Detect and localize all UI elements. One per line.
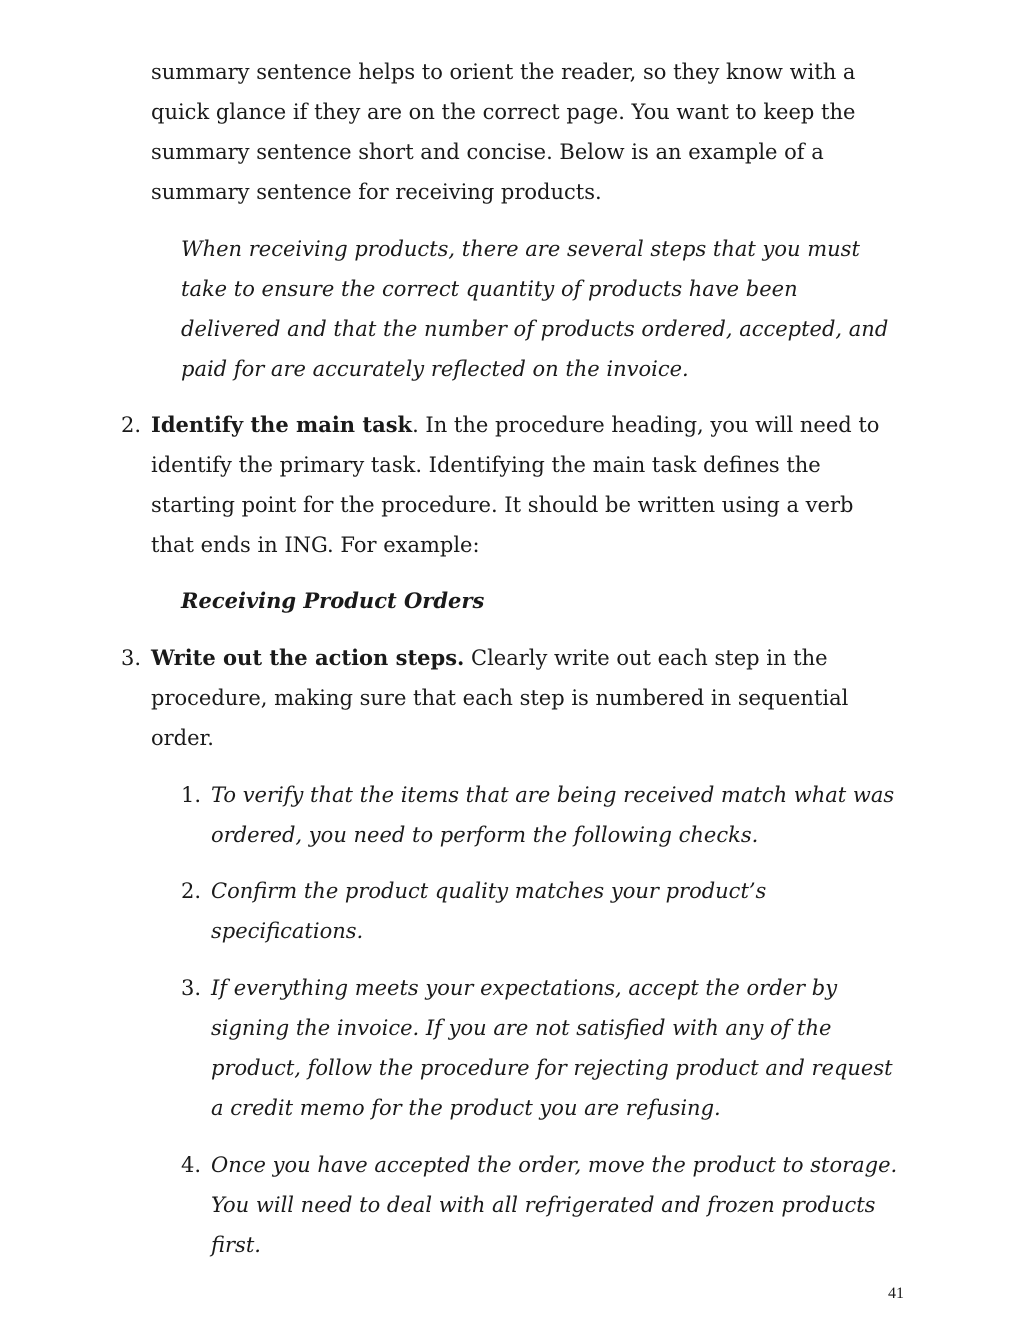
item-3-heading: Write out the action steps. [151, 645, 465, 670]
step-3-text: If everything meets your expectations, accept the order by signing the invoice. If you are not satisfied with any of the product, follow the procedure for rejecting product and request a credit memo for the product you are refusing. [211, 976, 893, 1120]
item-3-paragraph [151, 638, 851, 758]
page-number: 41 [888, 1285, 904, 1302]
step-2-text: Confirm the product quality matches your product’s specifications. [211, 879, 767, 943]
item-2-number: 2. [121, 413, 142, 437]
step-1-text: To verify that the items that are being received match what was ordered, you need to perform the following checks. [211, 783, 895, 847]
item-2-text: . In the procedure heading, you will need to identify the primary task. Identifying the main task defines the starting point for the procedure. It should be written using a verb that ends in ING. For example: [151, 413, 880, 557]
procedure-heading-example-text: Receiving Product Orders [181, 588, 485, 613]
item-2-heading: Identify the main task [151, 412, 413, 437]
summary-sentence-example: When receiving products, there are several steps that you must take to ensure the correct quantity of products have been delivered and that the number of products ordered, accepted, and paid for are accurately reflected on the invoice. [181, 237, 889, 381]
procedure-heading-example [181, 581, 901, 621]
item-2-paragraph [151, 405, 896, 565]
step-1-number: 1. [181, 783, 202, 807]
intro-paragraph: summary sentence helps to orient the reader, so they know with a quick glance if they are on the correct page. You want to keep the summary sentence short and concise. Below is an example of a summary sentence for receiving products. [151, 60, 856, 204]
step-4-text: Once you have accepted the order, move the product to storage. You will need to deal with all refrigerated and frozen products first. [211, 1153, 898, 1257]
step-4-number: 4. [181, 1153, 202, 1177]
step-3-number: 3. [181, 976, 202, 1000]
step-2-number: 2. [181, 879, 202, 903]
item-3-text: Clearly write out each step in the procedure, making sure that each step is numbered in sequential order. [151, 646, 849, 750]
item-3-number: 3. [121, 646, 142, 670]
